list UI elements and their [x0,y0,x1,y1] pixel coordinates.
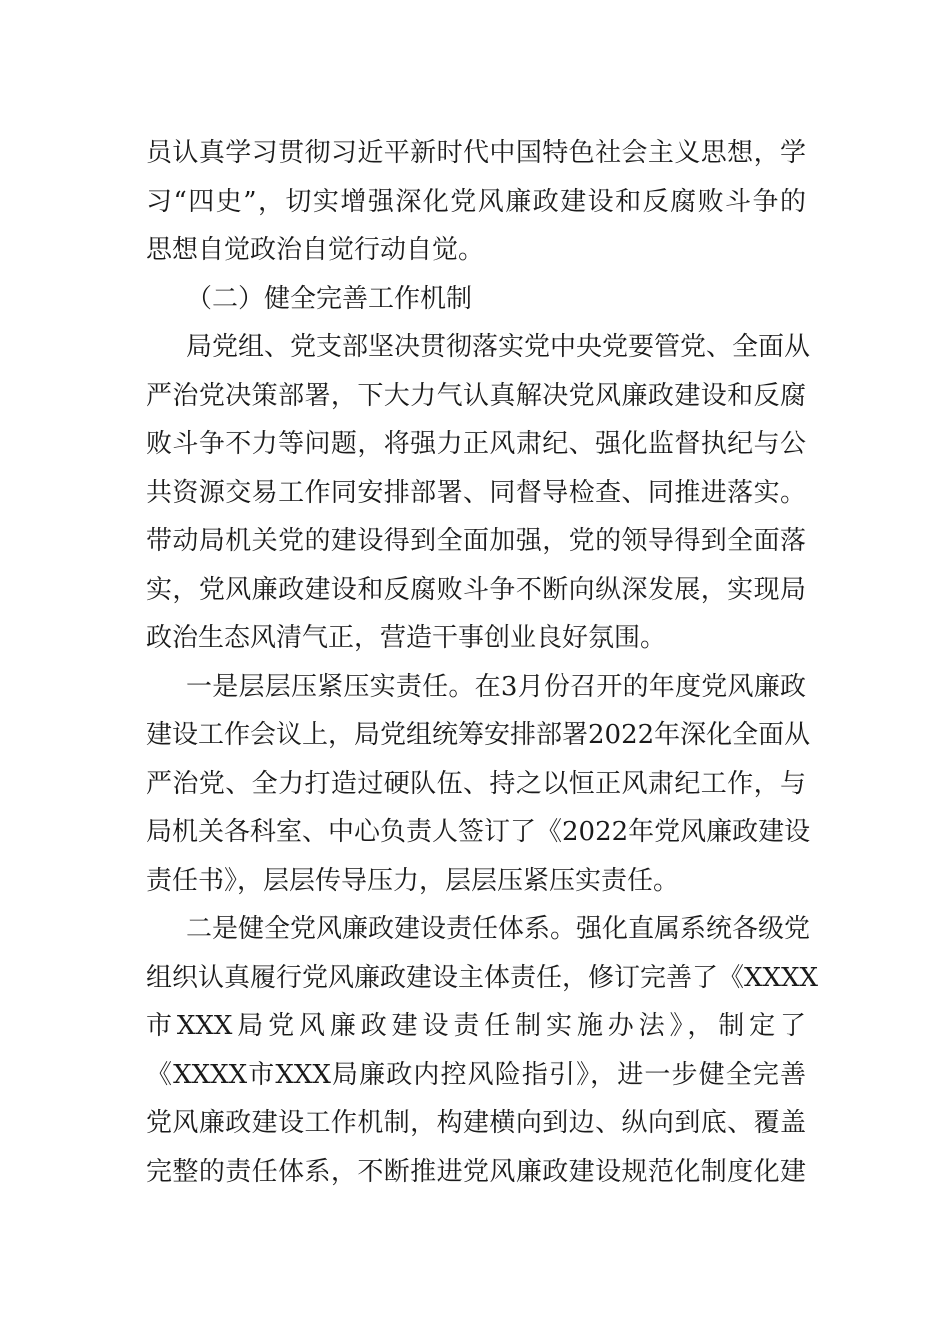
text-line-15: 局机关各科室、中心负责人签订了《2022年党风廉政建设 [146,817,811,847]
text-line-6: 严治党决策部署，下大力气认真解决党风廉政建设和反腐 [146,380,806,411]
section-heading: （二）健全完善工作机制 [186,283,473,314]
text-line-8: 共资源交易工作同安排部署、同督导检查、同推进落实。 [146,477,806,508]
text-line-19: 市XXX局党风廉政建设责任制实施办法》，制定了 [146,1011,806,1041]
text-line-12: 一是层层压紧压实责任。在3月份召开的年度党风廉政 [186,671,806,702]
text-line-7: 败斗争不力等问题，将强力正风肃纪、强化监督执纪与公 [146,429,806,459]
text-line-21: 党风廉政建设工作机制，构建横向到边、纵向到底、覆盖 [146,1108,806,1138]
text-line-5: 局党组、党支部坚决贯彻落实党中央党要管党、全面从 [186,332,811,362]
text-line-17: 二是健全党风廉政建设责任体系。强化直属系统各级党 [186,914,811,944]
text-line-13: 建设工作会议上，局党组统筹安排部署2022年深化全面从 [146,720,811,750]
text-line-2: 习“四史”，切实增强深化党风廉政建设和反腐败斗争的 [146,186,806,217]
text-line-16: 责任书》，层层传导压力，层层压紧压实责任。 [146,865,680,896]
text-line-10: 实，党风廉政建设和反腐败斗争不断向纵深发展，实现局 [146,574,806,605]
text-line-14: 严治党、全力打造过硬队伍、持之以恒正风肃纪工作，与 [146,768,806,799]
text-line-18: 组织认真履行党风廉政建设主体责任，修订完善了《XXXX [146,962,819,993]
text-line-22: 完整的责任体系，不断推进党风廉政建设规范化制度化建 [146,1156,806,1187]
document-body [146,129,819,1196]
text-line-1: 员认真学习贯彻习近平新时代中国特色社会主义思想，学 [146,138,806,168]
text-line-9: 带动局机关党的建设得到全面加强，党的领导得到全面落 [146,526,806,556]
text-line-3: 思想自觉政治自觉行动自觉。 [146,235,485,265]
text-line-20: 《XXXX市XXX局廉政内控风险指引》，进一步健全完善 [146,1059,806,1090]
text-line-11: 政治生态风清气正，营造干事创业良好氛围。 [146,623,667,653]
